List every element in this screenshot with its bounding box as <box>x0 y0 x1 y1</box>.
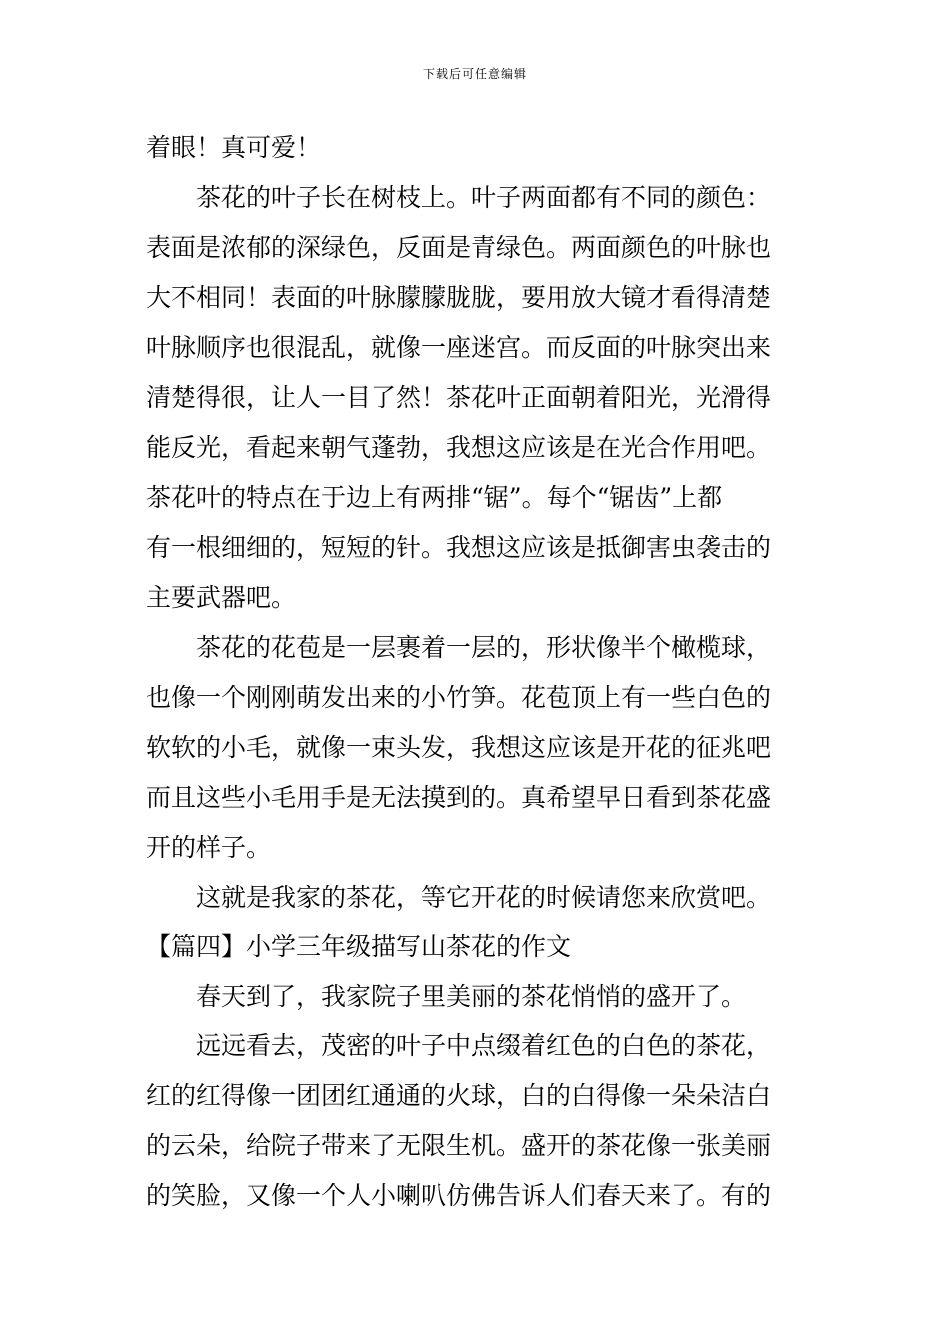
text-line: 的云朵，给院子带来了无限生机。盛开的茶花像一张美丽 <box>146 1131 772 1160</box>
text-line: 表面是浓郁的深绿色，反面是青绿色。两面颜色的叶脉也 <box>146 233 772 262</box>
section-heading: 【篇四】小学三年级描写山茶花的作文 <box>146 932 572 961</box>
text-line: 也像一个刚刚萌发出来的小竹笋。花苞顶上有一些白色的 <box>146 683 772 712</box>
text-line: 着眼！真可爱！ <box>146 133 322 162</box>
paragraph-first-line: 茶花的叶子长在树枝上。叶子两面都有不同的颜色： <box>196 183 772 212</box>
text-line: 的笑脸，又像一个人小喇叭仿佛告诉人们春天来了。有的 <box>146 1181 772 1210</box>
text-line: 主要武器吧。 <box>146 583 297 612</box>
text-line: 红的红得像一团团红通通的火球，白的白得像一朵朵洁白 <box>146 1081 772 1110</box>
text-line: 而且这些小毛用手是无法摸到的。真希望早日看到茶花盛 <box>146 783 772 812</box>
text-line: 开的样子。 <box>146 833 272 862</box>
text-line: 软软的小毛，就像一束头发，我想这应该是开花的征兆吧 <box>146 733 772 762</box>
page-header: 下载后可任意编辑 <box>422 67 527 81</box>
text-line: 能反光，看起来朝气蓬勃，我想这应该是在光合作用吧。 <box>146 433 772 462</box>
paragraph-first-line: 春天到了，我家院子里美丽的茶花悄悄的盛开了。 <box>196 982 747 1011</box>
text-line: 有一根细细的，短短的针。我想这应该是抵御害虫袭击的 <box>146 533 772 562</box>
text-line: 清楚得很，让人一目了然！茶花叶正面朝着阳光，光滑得 <box>146 383 772 412</box>
paragraph-first-line: 茶花的花苞是一层裹着一层的，形状像半个橄榄球， <box>196 633 772 662</box>
text-line: 大不相同！表面的叶脉朦朦胧胧，要用放大镜才看得清楚 <box>146 283 772 312</box>
text-line: 叶脉顺序也很混乱，就像一座迷宫。而反面的叶脉突出来 <box>146 333 772 362</box>
paragraph-first-line: 远远看去，茂密的叶子中点缀着红色的白色的茶花， <box>196 1031 772 1060</box>
text-line: 茶花叶的特点在于边上有两排“锯”。每个“锯齿”上都 <box>146 483 723 512</box>
paragraph-first-line: 这就是我家的茶花，等它开花的时候请您来欣赏吧。 <box>196 883 772 912</box>
